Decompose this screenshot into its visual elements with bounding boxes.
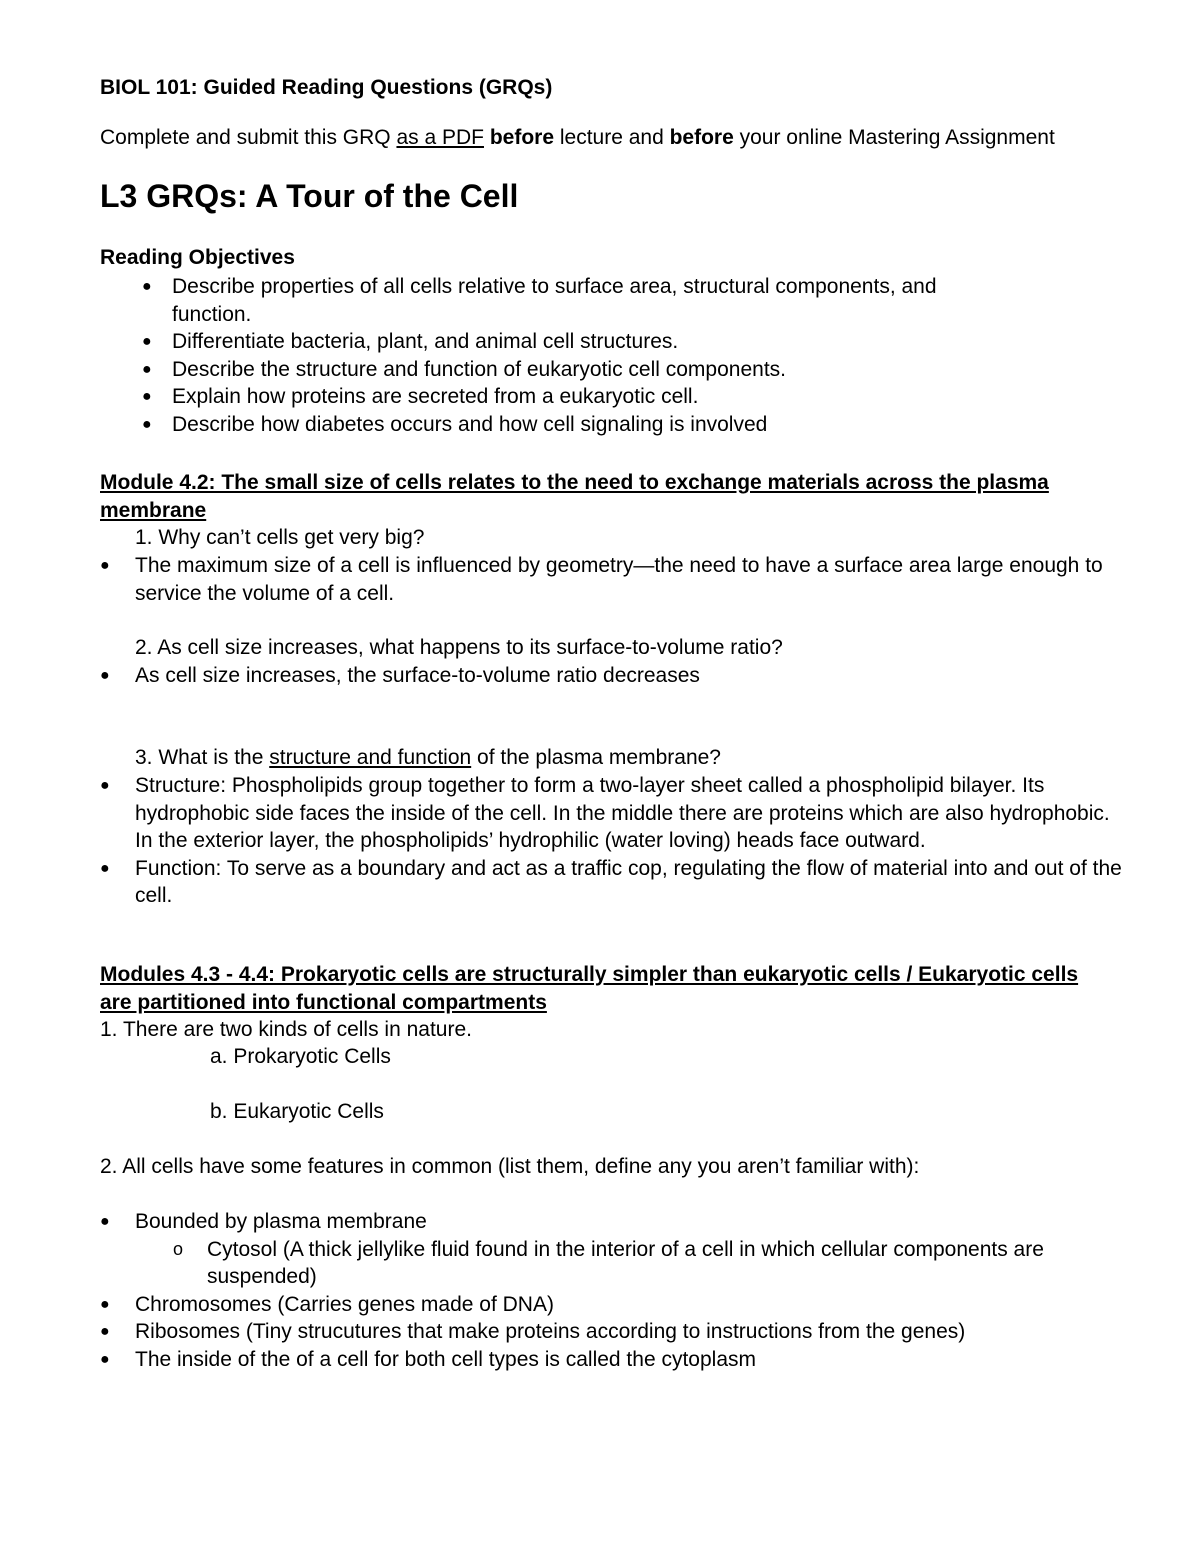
- list-item: [100, 1346, 1125, 1374]
- item-text: Cytosol (A thick jellylike fluid found in the interior of a cell in which cellular components are suspended): [207, 1237, 1044, 1288]
- answer-list: [100, 662, 1125, 690]
- list-item: [100, 662, 1125, 690]
- question: [135, 744, 721, 772]
- item-text: Explain how proteins are secreted from a eukaryotic cell.: [172, 385, 699, 408]
- item-text: Differentiate bacteria, plant, and animal cell structures.: [172, 330, 679, 353]
- bullet-icon: ●: [100, 557, 110, 574]
- item-text: As cell size increases, the surface-to-volume ratio decreases: [135, 664, 700, 687]
- features-list: [100, 1208, 1125, 1373]
- bullet-icon: ●: [142, 415, 152, 433]
- module-heading: Modules 4.3 - 4.4: Prokaryotic cells are structurally simpler than eukaryotic cells / Eukaryotic cells are partitioned into functional compartments: [100, 963, 1079, 1014]
- circle-bullet-icon: o: [173, 1238, 184, 1259]
- instr-underlined: as a PDF: [396, 126, 484, 149]
- bullet-icon: ●: [142, 333, 152, 350]
- list-item: [100, 1208, 1125, 1236]
- item-text: Function: To serve as a boundary and act as a traffic cop, regulating the flow of material into and out of the cell.: [135, 856, 1122, 907]
- list-item: [142, 273, 1092, 301]
- instr-text: your online Mastering Assignment: [733, 126, 1055, 149]
- list-item: [142, 356, 1092, 384]
- question: 1. Why can’t cells get very big?: [135, 526, 425, 549]
- list-item: [142, 411, 1092, 439]
- item-text: Describe how diabetes occurs and how cell signaling is involved: [172, 412, 768, 436]
- list-item: [100, 855, 1125, 910]
- question-text: of the plasma membrane?: [471, 746, 721, 769]
- sub-list-item: [135, 1236, 1107, 1291]
- answer-item: a. Prokaryotic Cells: [210, 1045, 391, 1068]
- item-text: Describe properties of all cells relative to surface area, structural components, and: [172, 275, 937, 298]
- list-item: [100, 772, 1125, 855]
- bullet-icon: ●: [100, 1323, 110, 1340]
- instr-bold: before: [489, 126, 555, 149]
- question: 2. As cell size increases, what happens to its surface-to-volume ratio?: [135, 636, 783, 659]
- module-heading: Module 4.2: The small size of cells relates to the need to exchange materials across the plasma membrane: [100, 471, 1049, 522]
- question: 1. There are two kinds of cells in nature.: [100, 1018, 472, 1041]
- item-text: The inside of the of a cell for both cell types is called the cytoplasm: [135, 1347, 756, 1371]
- answer-item: b. Eukaryotic Cells: [210, 1100, 384, 1123]
- answer-list: [100, 772, 1125, 910]
- list-item: [100, 552, 1125, 607]
- question-text: 3. What is the: [135, 746, 270, 769]
- item-text: function.: [172, 302, 252, 326]
- bullet-icon: ●: [100, 1295, 110, 1313]
- item-text: Chromosomes (Carries genes made of DNA): [135, 1292, 554, 1316]
- bullet-icon: ●: [142, 278, 152, 295]
- question: 2. All cells have some features in common (list them, define any you aren’t familiar with):: [100, 1155, 920, 1178]
- question-underlined: structure and function: [269, 746, 472, 769]
- bullet-icon: ●: [100, 667, 110, 684]
- objectives-list: [142, 273, 1092, 438]
- bullet-icon: ●: [142, 388, 152, 405]
- bullet-icon: ●: [100, 777, 110, 794]
- bullet-icon: ●: [100, 859, 110, 877]
- answer-list: [100, 552, 1125, 607]
- list-item: [100, 1291, 1125, 1319]
- course-heading: BIOL 101: Guided Reading Questions (GRQs): [100, 76, 553, 99]
- list-item: [172, 301, 1092, 329]
- instr-text: lecture and: [554, 126, 670, 149]
- bullet-icon: ●: [142, 360, 152, 378]
- bullet-icon: ●: [100, 1213, 110, 1230]
- item-text: Bounded by plasma membrane: [135, 1210, 427, 1233]
- page-title: L3 GRQs: A Tour of the Cell: [100, 178, 519, 214]
- submission-instructions: [100, 124, 1055, 152]
- instr-text: Complete and submit this GRQ: [100, 126, 397, 149]
- objectives-heading: Reading Objectives: [100, 246, 295, 269]
- item-text: Ribosomes (Tiny strucutures that make proteins according to instructions from the genes): [135, 1320, 966, 1343]
- item-text: Structure: Phospholipids group together to form a two-layer sheet called a phospholipid bilayer. Its hydrophobic side faces the inside of the cell. In the middle there are proteins which are also hydrophobic. In the exterior layer, the phospholipids’ hydrophilic (water loving) heads face outward.: [135, 774, 1110, 852]
- list-item: [142, 383, 1092, 411]
- item-text: The maximum size of a cell is influenced by geometry—the need to have a surface area large enough to service the volume of a cell.: [135, 554, 1103, 605]
- list-item: [100, 1318, 1125, 1346]
- item-text: Describe the structure and function of eukaryotic cell components.: [172, 357, 786, 381]
- instr-bold: before: [669, 126, 734, 149]
- bullet-icon: ●: [100, 1350, 110, 1368]
- list-item: [142, 328, 1092, 356]
